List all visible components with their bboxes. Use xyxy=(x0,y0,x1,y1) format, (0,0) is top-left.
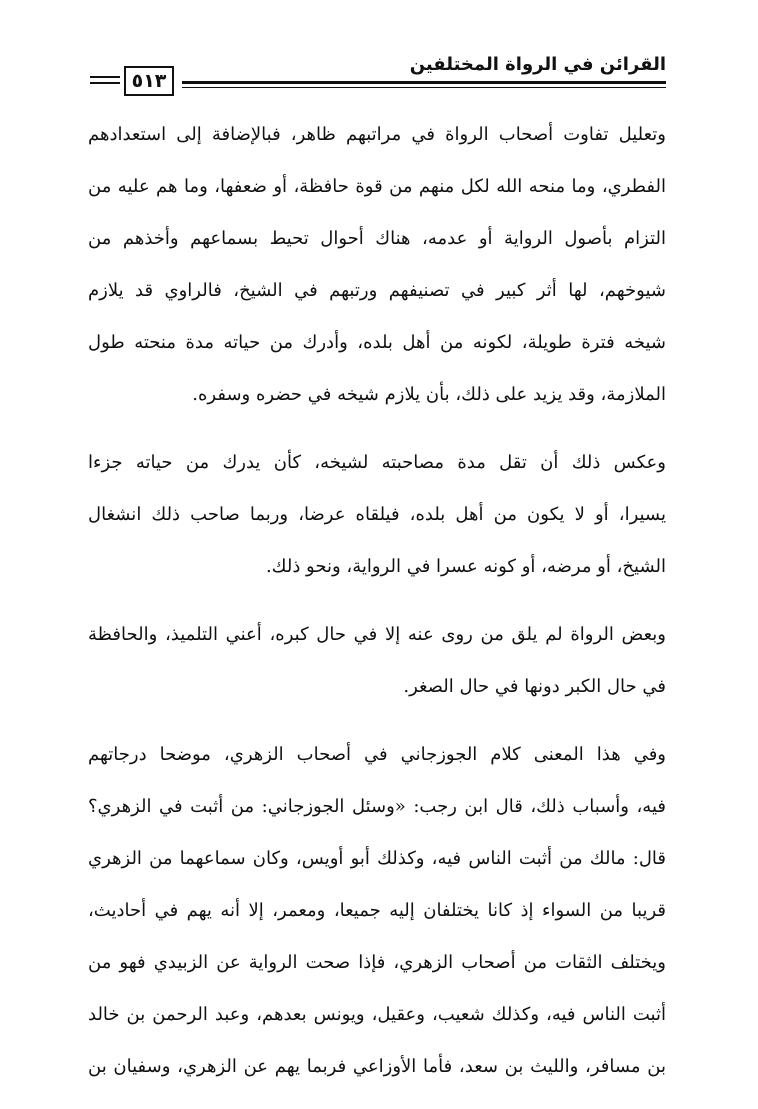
text-line: قال: مالك من أثبت الناس فيه، وكذلك أبو أويس، وكان سماعهما من الزهري xyxy=(88,848,666,869)
header-rule-thick xyxy=(182,81,666,84)
text-line: وبعض الرواة لم يلق من روى عنه إلا في حال كبره، أعني التلميذ، والحافظة xyxy=(88,624,666,645)
paragraph-1 xyxy=(88,109,666,421)
page-number-ornament xyxy=(90,74,120,86)
text-line: أثبت الناس فيه، وكذلك شعيب، وعقيل، ويونس بعدهم، وعبد الرحمن بن خالد xyxy=(88,1004,666,1025)
header-rule-thin xyxy=(182,87,666,88)
text-line: بن مسافر، والليث بن سعد، فأما الأوزاعي فربما يهم عن الزهري، وسفيان بن xyxy=(88,1056,666,1077)
text-line: فيه، وأسباب ذلك، قال ابن رجب: «وسئل الجوزجاني: من أثبت في الزهري؟ xyxy=(88,796,666,817)
running-header xyxy=(88,52,666,102)
text-line: شيخه فترة طويلة، لكونه من أهل بلده، وأدرك من حياته مدة منحته طول xyxy=(88,332,666,353)
page-number-box xyxy=(124,66,174,96)
page-number: ٥١٣ xyxy=(131,70,167,92)
paragraph-2 xyxy=(88,437,666,593)
text-line: ويختلف الثقات من أصحاب الزهري، فإذا صحت الرواية عن الزبيدي فهو من xyxy=(88,952,666,973)
text-line: قريبا من السواء إذ كانا يختلفان إليه جميعا، ومعمر، إلا أنه يهم في أحاديث، xyxy=(88,900,666,921)
text-line: وعكس ذلك أن تقل مدة مصاحبته لشيخه، كأن يدرك من حياته جزءا xyxy=(88,452,666,473)
text-line: الشيخ، أو مرضه، أو كونه عسرا في الرواية، ونحو ذلك. xyxy=(265,556,666,577)
running-title: القرائن في الرواة المختلفين xyxy=(409,54,666,75)
text-line: التزام بأصول الرواية أو عدمه، هناك أحوال تحيط بسماعهم وأخذهم من xyxy=(88,228,666,249)
text-line: في حال الكبر دونها في حال الصغر. xyxy=(403,676,666,697)
text-line: وفي هذا المعنى كلام الجوزجاني في أصحاب الزهري، موضحا درجاتهم xyxy=(88,744,666,765)
paragraph-4 xyxy=(88,729,666,1093)
paragraph-3 xyxy=(88,609,666,713)
text-line: شيوخهم، لها أثر كبير في تصنيفهم ورتبهم في الشيخ، فالراوي قد يلازم xyxy=(88,280,666,301)
text-line: الملازمة، وقد يزيد على ذلك، بأن يلازم شيخه في حضره وسفره. xyxy=(192,384,666,405)
text-line: الفطري، وما منحه الله لكل منهم من قوة حافظة، أو ضعفها، وما هم عليه من xyxy=(88,176,666,197)
page-body xyxy=(88,109,666,1109)
text-line: يسيرا، أو لا يكون من أهل بلده، فيلقاه عرضا، وربما صاحب ذلك انشغال xyxy=(88,504,666,525)
text-line: وتعليل تفاوت أصحاب الرواة في مراتبهم ظاهر، فبالإضافة إلى استعدادهم xyxy=(88,124,666,145)
